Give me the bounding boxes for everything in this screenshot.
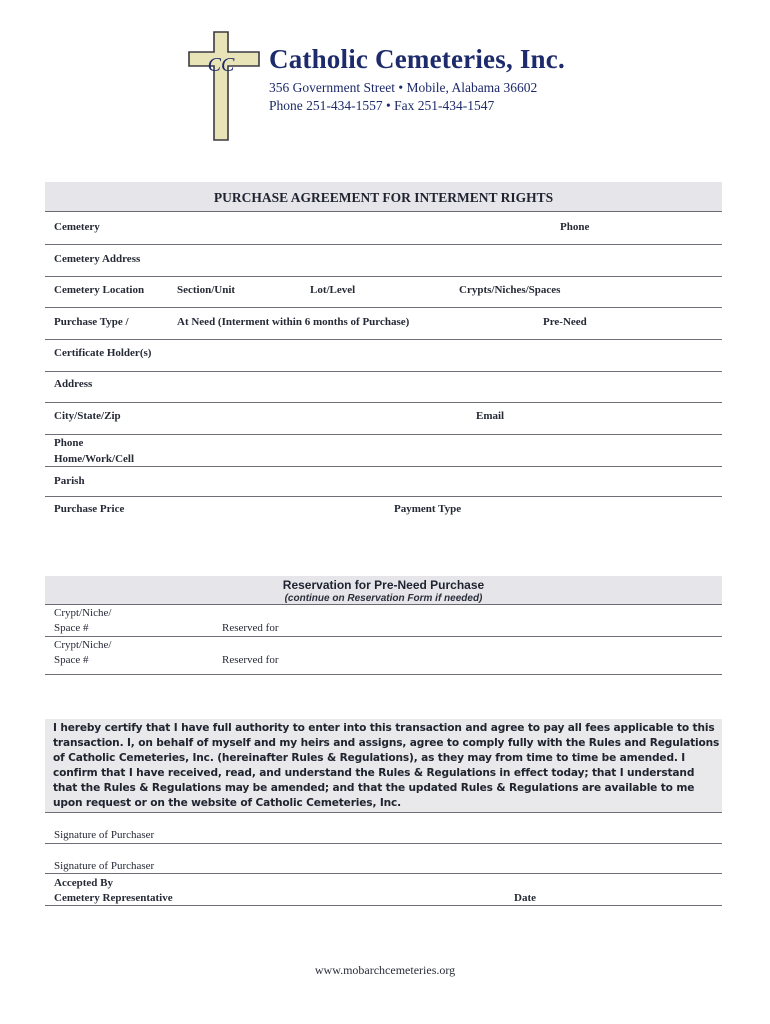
signature-purchaser-label-1: Signature of Purchaser [54,829,155,841]
cemetery-field-line[interactable] [45,244,722,245]
logo-monogram: CC [207,54,235,76]
payment-type-label: Payment Type [394,503,462,515]
pre-need-option[interactable]: Pre-Need [543,316,587,328]
org-phone-fax: Phone 251-434-1557 • Fax 251-434-1547 [269,98,495,113]
reservation-title: Reservation for Pre-Need Purchase [282,578,485,592]
reservation-subtitle: (continue on Reservation Form if needed) [284,593,483,604]
phone-label: Phone [560,221,590,233]
reserved-for-label-1: Reserved for [222,622,279,634]
parish-field-line[interactable] [45,496,722,497]
phone-type-label: Home/Work/Cell [54,453,135,465]
crypts-niches-spaces-label: Crypts/Niches/Spaces [459,284,561,296]
email-label: Email [476,410,505,422]
purchase-price-label: Purchase Price [54,503,125,515]
form-title: PURCHASE AGREEMENT FOR INTERMENT RIGHTS [213,190,554,205]
org-name: Catholic Cemeteries, Inc. [269,44,565,74]
section-unit-label: Section/Unit [177,284,236,296]
lot-level-label: Lot/Level [310,284,356,296]
space-number-label-2: Space # [54,654,89,666]
date-label: Date [514,892,536,904]
at-need-option[interactable]: At Need (Interment within 6 months of Purchase) [177,316,410,328]
representative-signature-line[interactable] [45,905,722,906]
cemetery-location-field-line[interactable] [45,307,722,308]
reserved-for-label-2: Reserved for [222,654,279,666]
cemetery-location-label: Cemetery Location [54,284,145,296]
crypt-niche-label-2: Crypt/Niche/ [54,639,112,651]
signature-purchaser-label-2: Signature of Purchaser [54,860,155,872]
space-number-label-1: Space # [54,622,89,634]
purchase-type-label: Purchase Type / [54,316,129,328]
certification-line [45,812,722,813]
cemetery-address-label: Cemetery Address [54,253,141,265]
cemetery-representative-label: Cemetery Representative [54,892,173,904]
signature-purchaser-line-1[interactable] [45,843,722,844]
parish-label: Parish [54,475,85,487]
certificate-holders-field-line[interactable] [45,371,722,372]
cemetery-address-field-line[interactable] [45,276,722,277]
accepted-by-label: Accepted By [54,877,113,889]
cemetery-label: Cemetery [54,221,100,233]
org-address: 356 Government Street • Mobile, Alabama 36602 [269,80,538,95]
reservation-field-line-2[interactable] [45,674,722,675]
city-state-zip-label: City/State/Zip [54,410,121,422]
crypt-niche-label-1: Crypt/Niche/ [54,607,112,619]
cross-icon [188,31,260,141]
phone-home-label: Phone [54,437,84,449]
certificate-holders-label: Certificate Holder(s) [54,347,152,359]
address-label: Address [54,378,93,390]
signature-purchaser-line-2[interactable] [45,873,722,874]
purchase-type-field-line [45,339,722,340]
city-state-zip-field-line[interactable] [45,434,722,435]
phone-field-line[interactable] [45,466,722,467]
reservation-field-line-1[interactable] [45,636,722,637]
certification-text: I hereby certify that I have full authority to enter into this transaction and agree to pay all fees applicable to this transaction. I, on behalf of myself and my heirs and assigns, agree to comply fully with the Rules and Regulations of Catholic Cemeteries, Inc. (hereinafter Rules & Regulations), as they may from time to time be amended. I confirm that I have received, read, and understand the Rules & Regulations in effect today; that I understand that the Rules & Regulations may be amended; and that the updated Rules & Regulations are available to me upon request or on the website of Catholic Cemeteries, Inc. [53,722,720,809]
footer-website: www.mobarchcemeteries.org [314,963,456,977]
address-field-line[interactable] [45,402,722,403]
